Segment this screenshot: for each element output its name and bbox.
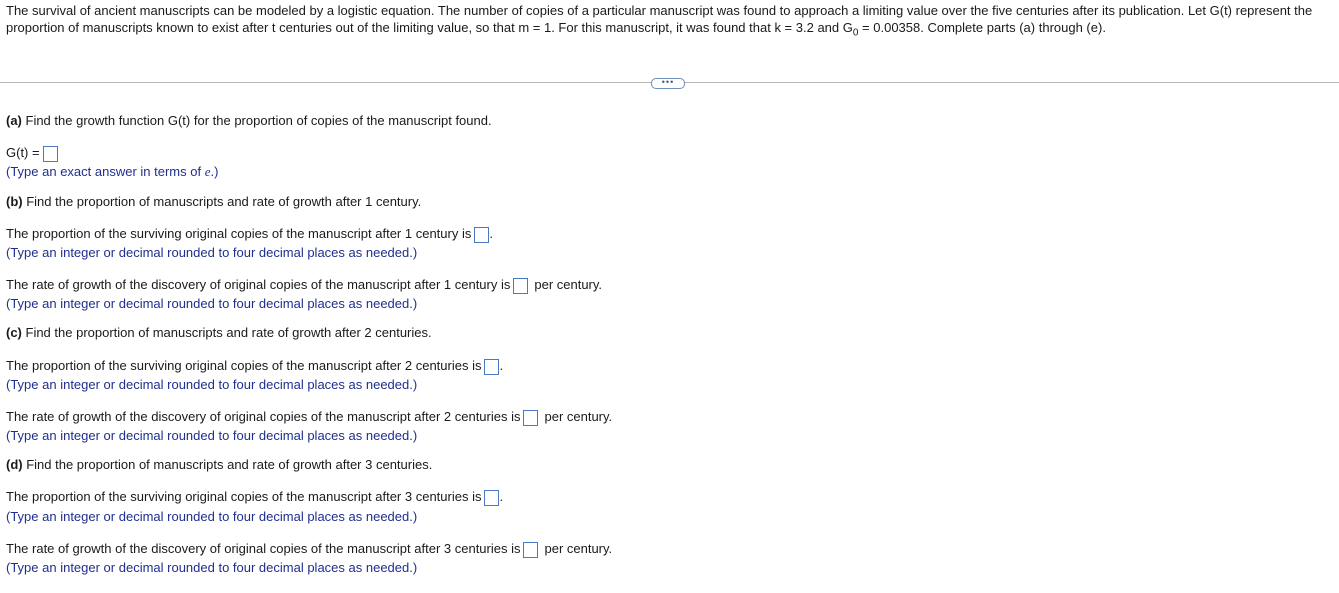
part-c-hint-2: (Type an integer or decimal rounded to four decimal places as needed.) (6, 428, 418, 443)
more-options-button[interactable]: ••• (651, 78, 685, 89)
part-d-prompt: (d) Find the proportion of manuscripts and rate of growth after 3 centuries. (6, 457, 433, 472)
part-b-hint-2: (Type an integer or decimal rounded to four decimal places as needed.) (6, 296, 418, 311)
part-b-prompt: (b) Find the proportion of manuscripts and rate of growth after 1 century. (6, 194, 422, 209)
part-a-answer-row: G(t) = (6, 145, 58, 162)
answer-input-b1[interactable] (474, 227, 489, 243)
answer-input-c1[interactable] (484, 359, 499, 375)
part-b-hint-1: (Type an integer or decimal rounded to four decimal places as needed.) (6, 245, 418, 260)
answer-input-a[interactable] (43, 146, 58, 162)
part-d-hint-1: (Type an integer or decimal rounded to four decimal places as needed.) (6, 509, 418, 524)
part-a-hint: (Type an exact answer in terms of e.) (6, 164, 219, 179)
part-c-question-1: The proportion of the surviving original copies of the manuscript after 2 centuries is . (6, 358, 504, 373)
answer-input-d2[interactable] (523, 542, 538, 558)
answer-input-d1[interactable] (484, 490, 499, 506)
part-d-question-1: The proportion of the surviving original copies of the manuscript after 3 centuries is . (6, 489, 504, 504)
part-b-question-1: The proportion of the surviving original copies of the manuscript after 1 century is . (6, 226, 493, 241)
part-d-hint-2: (Type an integer or decimal rounded to four decimal places as needed.) (6, 560, 418, 575)
answer-input-c2[interactable] (523, 410, 538, 426)
part-c-prompt: (c) Find the proportion of manuscripts and rate of growth after 2 centuries. (6, 325, 432, 340)
problem-statement: The survival of ancient manuscripts can be modeled by a logistic equation. The number of copies of a particular manuscript was found to approach a limiting value over the five centuries after its publication. Let G(t) represent the proportion of manuscripts known to exist after t centuries out of the limiting value, so that m = 1. For this manuscript, it was found that k = 3.2 and $G_0 = 0.00358$. Complete parts (a) through (e). (6, 3, 1313, 39)
part-c-hint-1: (Type an integer or decimal rounded to four decimal places as needed.) (6, 377, 418, 392)
part-d-question-2: The rate of growth of the discovery of original copies of the manuscript after 3 centuries is per century. (6, 541, 613, 556)
part-c-question-2: The rate of growth of the discovery of original copies of the manuscript after 2 centuries is per century. (6, 409, 613, 424)
part-a-prompt: (a) Find the growth function G(t) for the proportion of copies of the manuscript found. (6, 113, 492, 128)
answer-input-b2[interactable] (513, 278, 528, 294)
part-b-question-2: The rate of growth of the discovery of original copies of the manuscript after 1 century is per century. (6, 277, 603, 292)
